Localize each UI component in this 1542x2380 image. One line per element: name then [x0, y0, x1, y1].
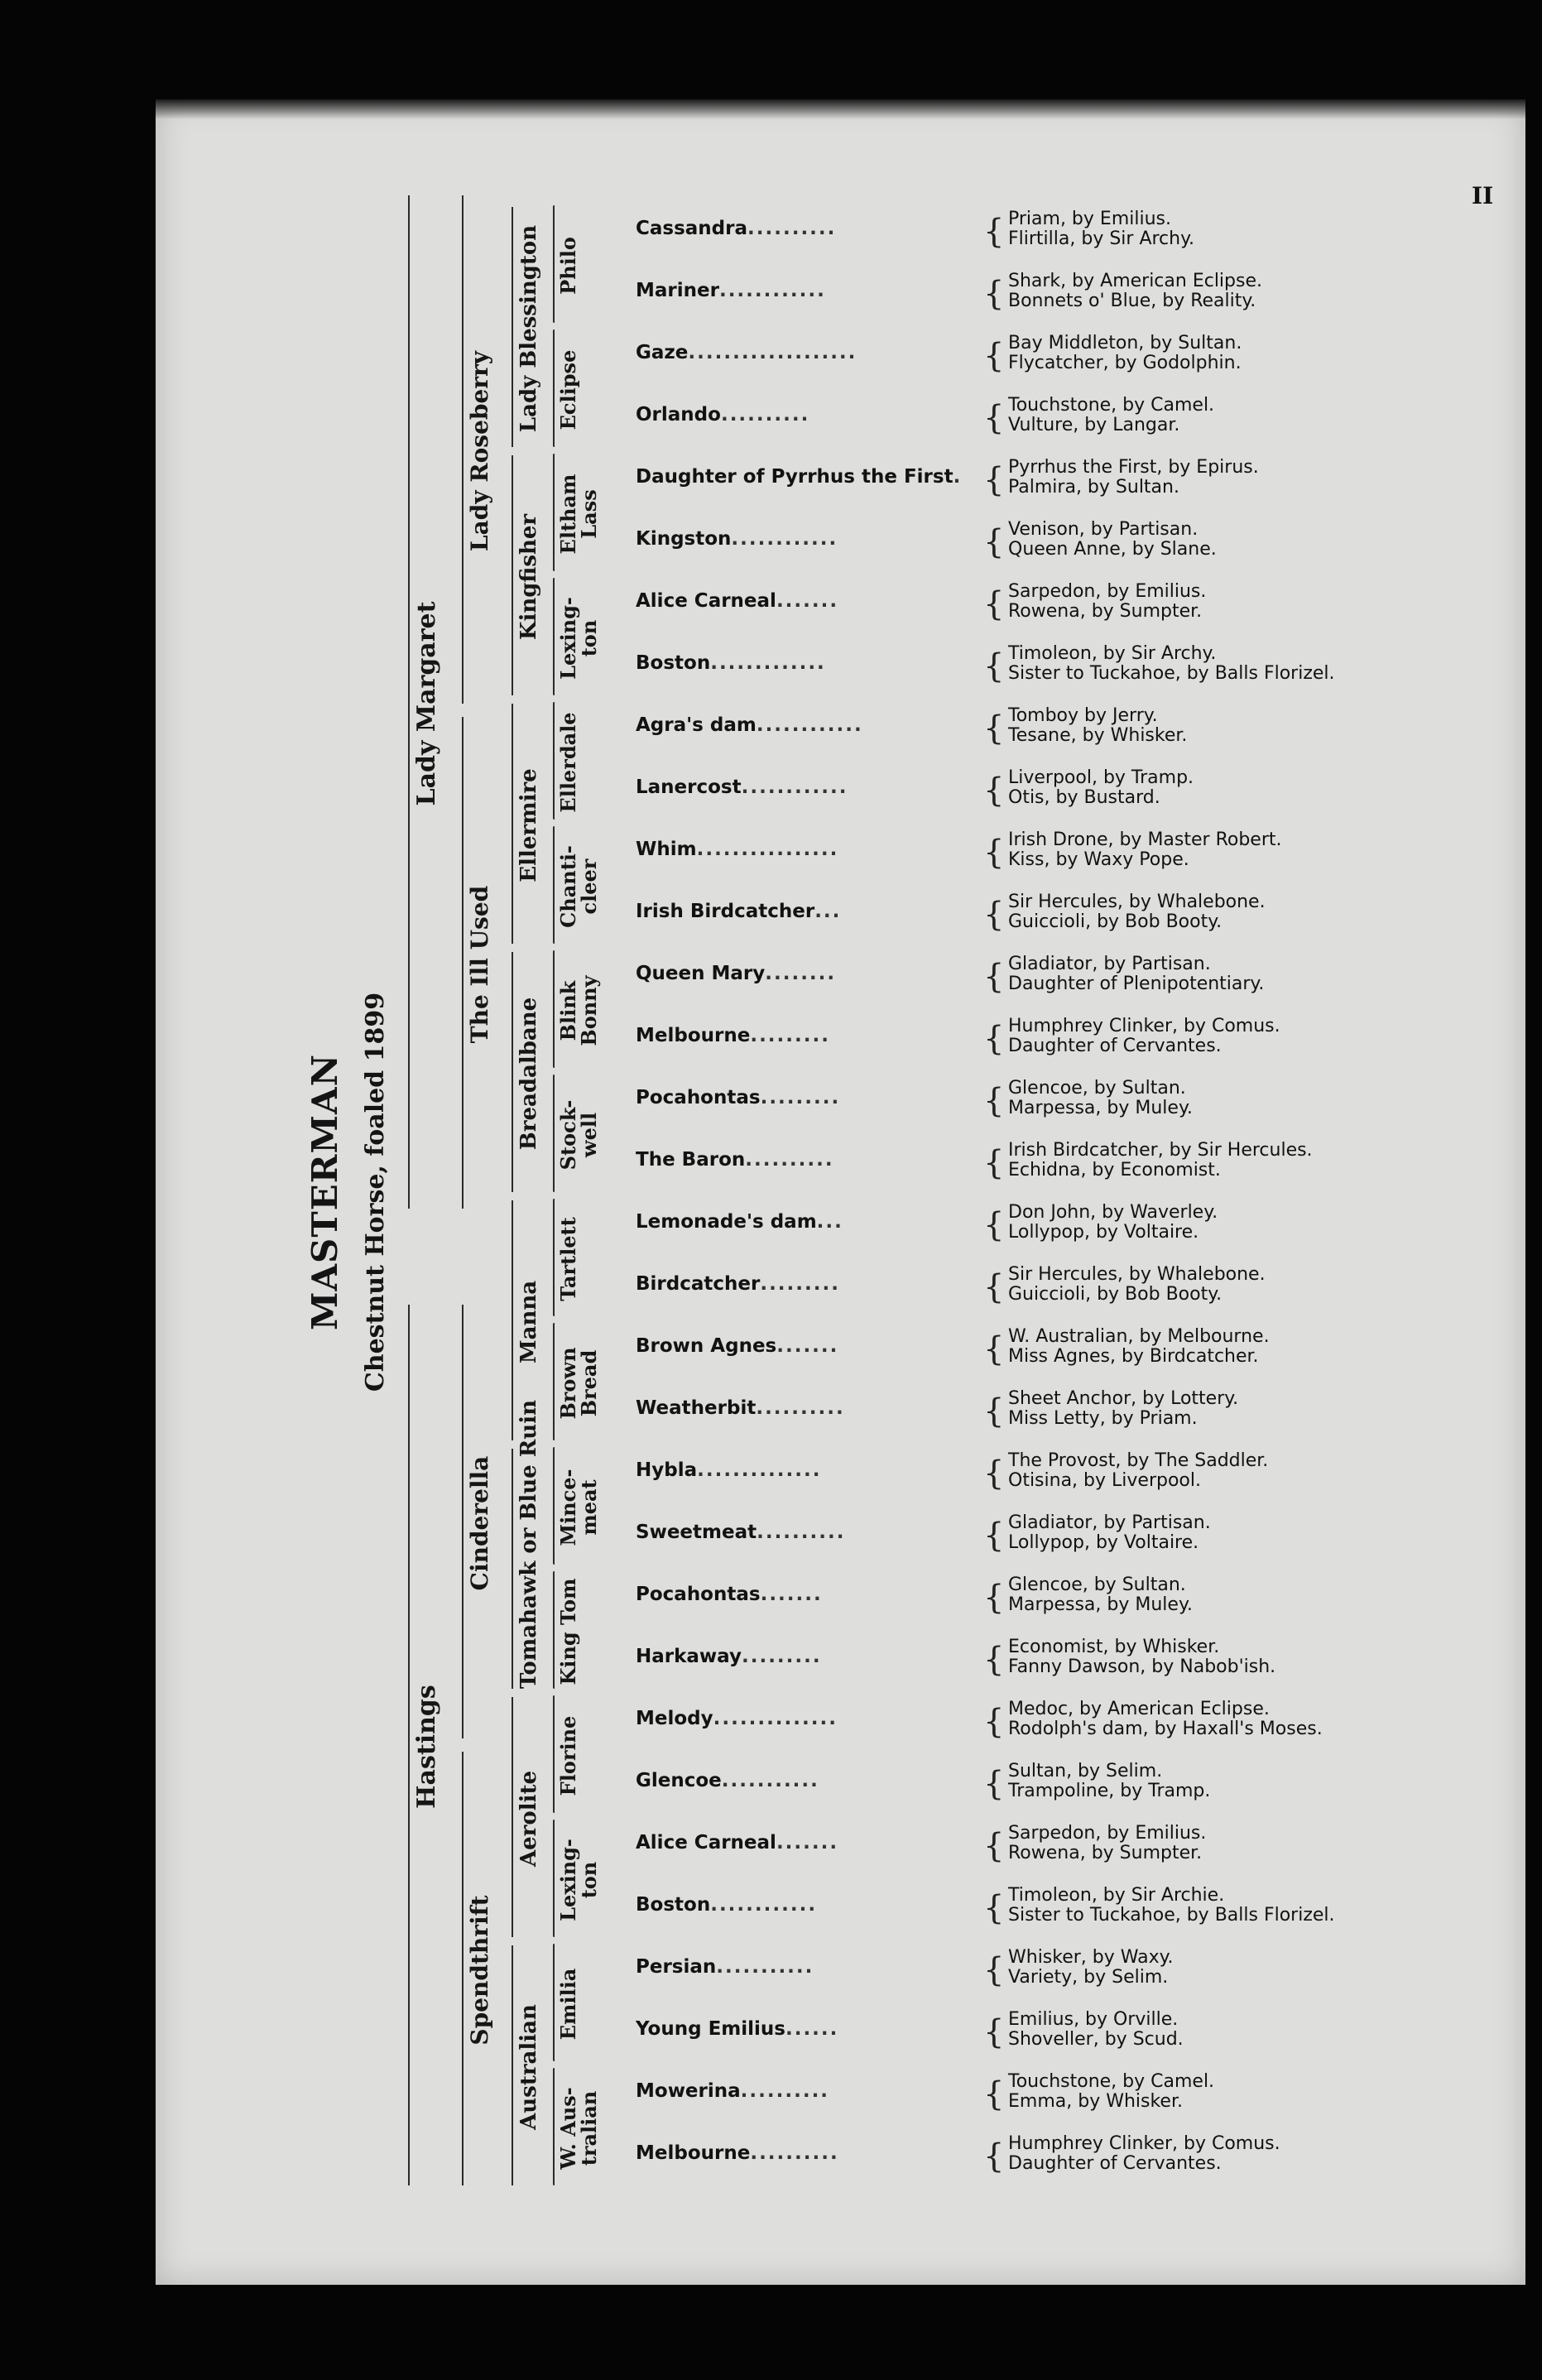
gen4-label: Mince-meat	[556, 1469, 601, 1546]
gen5-horse-name: Brown Agnes	[636, 1335, 777, 1358]
leader-dots: ................	[696, 839, 839, 861]
gen6-sire: Sarpedon, by Emilius.	[1008, 581, 1207, 603]
gen6-parents	[1008, 334, 1242, 374]
gen4-label: Eltham Lass	[556, 474, 601, 555]
gen6-parents	[1008, 645, 1335, 685]
leader-dots: .........	[750, 1025, 830, 1047]
gen6-parents	[1008, 272, 1262, 312]
gen5-row	[636, 964, 836, 985]
brace-glyph: {	[983, 1765, 1005, 1804]
gen5-horse-name: Glencoe	[636, 1770, 722, 1792]
gen5-row	[636, 839, 838, 861]
leader-dots: ............	[710, 1894, 818, 1916]
gen3-label: Ellermire	[516, 768, 541, 882]
gen4-label: Lexing-ton	[556, 597, 601, 680]
gen6-sire: Bay Middleton, by Sultan.	[1008, 333, 1242, 354]
brace-glyph: {	[983, 1454, 1005, 1493]
leader-dots: ............	[718, 280, 826, 302]
pedigree-chart	[156, 99, 1525, 2285]
bracket-sire-side	[408, 1305, 410, 2185]
gen6-parents	[1008, 1328, 1270, 1368]
gen6-sire: Humphrey Clinker, by Comus.	[1008, 2133, 1280, 2155]
leader-dots: ..........	[747, 218, 837, 240]
gen4-label: Chanti-cleer	[556, 845, 601, 928]
gen6-dam: Miss Letty, by Priam.	[1008, 1408, 1198, 1430]
gen6-sire: Venison, by Partisan.	[1008, 519, 1199, 541]
gen6-sire: Sir Hercules, by Whalebone.	[1008, 1264, 1266, 1286]
leader-dots: ..........	[740, 2080, 830, 2103]
leader-dots: .	[953, 466, 963, 488]
gen3-label: Lady Blessington	[516, 224, 541, 433]
gen5-row	[636, 1709, 838, 1730]
gen6-sire: Priam, by Emilius.	[1008, 209, 1171, 230]
gen5-horse-name: Persian	[636, 1956, 717, 1979]
gen5-row	[636, 219, 836, 240]
gen6-parents	[1008, 583, 1206, 623]
gen6-dam: Tesane, by Whisker.	[1008, 725, 1188, 747]
gen6-dam: Guiccioli, by Bob Booty.	[1008, 1284, 1223, 1305]
gen6-sire: Glencoe, by Sultan.	[1008, 1078, 1186, 1099]
brace-glyph: {	[983, 213, 1005, 252]
gen6-sire: Medoc, by American Eclipse.	[1008, 1699, 1270, 1720]
gen5-row	[636, 777, 848, 799]
leader-dots: .......	[776, 1335, 839, 1358]
bracket-gen4-12	[553, 578, 555, 695]
gen5-row	[636, 1895, 817, 1916]
brace-glyph: {	[983, 647, 1005, 686]
bracket-gen4-13	[553, 454, 555, 571]
gen4-label: Stock-well	[556, 1099, 601, 1171]
brace-glyph: {	[983, 275, 1005, 314]
brace-glyph: {	[983, 337, 1005, 376]
brace-glyph: {	[983, 1827, 1005, 1866]
bracket-gen4-1	[553, 1944, 555, 2061]
gen6-parents	[1008, 1079, 1193, 1119]
brace-glyph: {	[983, 1082, 1005, 1121]
gen6-dam: Flycatcher, by Godolphin.	[1008, 353, 1242, 374]
gen6-parents	[1008, 1204, 1218, 1243]
gen4-label: Tartlett	[556, 1217, 580, 1301]
brace-glyph: {	[983, 523, 1005, 562]
gen6-parents	[1008, 1576, 1193, 1616]
gen4-label: Emilia	[556, 1968, 580, 2041]
leader-dots: .........	[741, 1646, 822, 1668]
leader-dots: ...	[816, 1211, 843, 1233]
bracket-gen4-7	[553, 1199, 555, 1316]
gen5-row	[636, 529, 838, 551]
gen6-dam: Sister to Tuckahoe, by Balls Florizel.	[1008, 663, 1335, 685]
gen6-sire: Gladiator, by Partisan.	[1008, 954, 1211, 975]
gen6-parents	[1008, 2073, 1214, 2113]
gen5-horse-name: Orlando	[636, 404, 721, 426]
gen6-parents	[1008, 831, 1282, 871]
gen4-label: W. Aus-tralian	[556, 2087, 601, 2170]
brace-glyph: {	[983, 958, 1005, 997]
gen6-parents	[1008, 1887, 1335, 1926]
gen6-dam: Vulture, by Langar.	[1008, 415, 1180, 436]
gen6-dam: Rowena, by Sumpter.	[1008, 1843, 1203, 1864]
bracket-gen4-3	[553, 1695, 555, 1813]
gen6-dam: Trampoline, by Tramp.	[1008, 1781, 1211, 1802]
gen5-row	[636, 1026, 830, 1047]
brace-glyph: {	[983, 1268, 1005, 1307]
leader-dots: ..........	[720, 404, 810, 426]
gen6-parents	[1008, 769, 1194, 809]
gen2-the-ill-used: The Ill Used	[466, 885, 493, 1044]
bracket-gen4-15	[553, 205, 555, 323]
sire-side-name: Hastings	[412, 1685, 441, 1809]
leader-dots: .......	[776, 590, 839, 613]
brace-glyph: {	[983, 2137, 1005, 2176]
gen4-label: Eclipse	[556, 349, 580, 430]
gen5-horse-name: Melbourne	[636, 2142, 751, 2165]
brace-glyph: {	[983, 1144, 1005, 1183]
bracket-gen3-7	[512, 207, 513, 447]
leader-dots: ...........	[716, 1956, 814, 1979]
dam-side-name: Lady Margaret	[412, 601, 441, 806]
brace-glyph: {	[983, 772, 1005, 810]
bracket-gen3-0	[512, 1945, 513, 2185]
bracket-gen4-9	[553, 950, 555, 1068]
bracket-gen3-5	[512, 704, 513, 944]
gen6-sire: Emilius, by Orville.	[1008, 2009, 1179, 2031]
gen6-sire: Timoleon, by Sir Archy.	[1008, 643, 1217, 665]
gen5-horse-name: Young Emilius	[636, 2018, 785, 2041]
gen6-sire: The Provost, by The Saddler.	[1008, 1450, 1269, 1472]
gen5-row	[636, 715, 863, 737]
gen5-horse-name: Pocahontas	[636, 1087, 761, 1109]
gen6-dam: Daughter of Cervantes.	[1008, 2153, 1222, 2175]
gen6-dam: Daughter of Plenipotentiary.	[1008, 974, 1265, 995]
gen6-parents	[1008, 707, 1187, 747]
gen6-dam: Marpessa, by Muley.	[1008, 1594, 1193, 1616]
gen5-horse-name: Kingston	[636, 528, 732, 551]
bracket-gen4-5	[553, 1447, 555, 1565]
leader-dots: .........	[760, 1273, 840, 1296]
brace-glyph: {	[983, 709, 1005, 748]
gen5-horse-name: Lanercost	[636, 777, 742, 799]
brace-glyph: {	[983, 896, 1005, 935]
gen5-row	[636, 1522, 845, 1544]
leader-dots: ...................	[688, 342, 857, 364]
gen6-parents	[1008, 1825, 1206, 1864]
bracket-dam-side	[408, 195, 410, 1209]
gen5-row	[636, 1088, 840, 1109]
gen5-horse-name: Cassandra	[636, 218, 748, 240]
gen6-dam: Palmira, by Sultan.	[1008, 477, 1179, 498]
bracket-gen4-11	[553, 702, 555, 820]
gen3-label: Aerolite	[516, 1770, 541, 1868]
gen5-row	[636, 1336, 838, 1358]
gen6-parents	[1008, 459, 1259, 498]
gen6-sire: Touchstone, by Camel.	[1008, 2071, 1215, 2093]
gen6-sire: Sarpedon, by Emilius.	[1008, 1823, 1207, 1844]
document-scan	[156, 99, 1525, 2285]
gen5-row	[636, 1150, 834, 1171]
bracket-gen4-14	[553, 329, 555, 447]
bracket-gen2-0	[462, 1752, 464, 2185]
brace-glyph: {	[983, 1517, 1005, 1555]
gen6-parents	[1008, 1700, 1323, 1740]
gen6-parents	[1008, 521, 1217, 560]
brace-glyph: {	[983, 1206, 1005, 1245]
leader-dots: ..............	[713, 1708, 838, 1730]
gen6-sire: Liverpool, by Tramp.	[1008, 767, 1194, 789]
leader-dots: ..........	[757, 1522, 846, 1544]
gen5-row	[636, 1771, 819, 1792]
gen6-sire: Shark, by American Eclipse.	[1008, 271, 1263, 292]
gen6-dam: Shoveller, by Scud.	[1008, 2029, 1184, 2051]
gen6-dam: Rodolph's dam, by Haxall's Moses.	[1008, 1719, 1323, 1740]
gen4-label: Ellerdale	[556, 712, 580, 813]
page-number: II	[1472, 182, 1494, 209]
gen2-lady-roseberry: Lady Roseberry	[466, 350, 493, 552]
gen5-horse-name: Mowerina	[636, 2080, 741, 2103]
gen5-row	[636, 1957, 814, 1979]
gen6-parents	[1008, 955, 1264, 995]
gen5-horse-name: Melody	[636, 1708, 713, 1730]
bracket-gen2-2	[462, 717, 464, 1209]
gen3-label: Kingfisher	[516, 513, 541, 641]
gen6-dam: Fanny Dawson, by Nabob'ish.	[1008, 1656, 1276, 1678]
gen5-row	[636, 2081, 829, 2103]
gen6-dam: Guiccioli, by Bob Booty.	[1008, 911, 1223, 933]
gen6-parents	[1008, 2011, 1184, 2051]
gen6-sire: Whisker, by Waxy.	[1008, 1947, 1174, 1969]
gen5-horse-name: Alice Carneal	[636, 1832, 776, 1854]
gen6-dam: Rowena, by Sumpter.	[1008, 601, 1203, 623]
brace-glyph: {	[983, 2075, 1005, 2114]
gen3-label: Tomahawk or Blue Ruin	[516, 1400, 541, 1689]
gen5-horse-name: Birdcatcher	[636, 1273, 761, 1296]
gen5-horse-name: Mariner	[636, 280, 719, 302]
bracket-gen3-3	[512, 1200, 513, 1440]
bracket-gen3-4	[512, 952, 513, 1192]
gen5-horse-name: Sweetmeat	[636, 1522, 757, 1544]
bracket-gen4-0	[553, 2068, 555, 2185]
gen6-parents	[1008, 210, 1194, 250]
brace-glyph: {	[983, 585, 1005, 624]
gen5-row	[636, 2019, 838, 2041]
gen5-horse-name: Pocahontas	[636, 1584, 761, 1606]
gen5-horse-name: Boston	[636, 652, 711, 675]
gen6-sire: Sheet Anchor, by Lottery.	[1008, 1388, 1239, 1410]
leader-dots: .......	[776, 1832, 839, 1854]
gen6-parents	[1008, 1762, 1210, 1802]
gen5-horse-name: Melbourne	[636, 1025, 751, 1047]
gen6-parents	[1008, 2135, 1280, 2175]
gen3-label: Australian	[516, 2004, 541, 2130]
gen6-dam: Variety, by Selim.	[1008, 1967, 1169, 1988]
leader-dots: .............	[710, 652, 826, 675]
gen6-sire: Gladiator, by Partisan.	[1008, 1512, 1211, 1534]
leader-dots: ............	[741, 777, 848, 799]
gen5-row	[636, 1584, 823, 1606]
gen5-row	[636, 591, 838, 613]
gen5-row	[636, 1398, 845, 1420]
bracket-gen4-8	[553, 1075, 555, 1192]
bracket-gen3-1	[512, 1697, 513, 1937]
gen6-dam: Otis, by Bustard.	[1008, 787, 1160, 809]
gen6-dam: Flirtilla, by Sir Archy.	[1008, 228, 1194, 250]
gen3-label: Breadalbane	[516, 997, 541, 1151]
gen4-label: Brown Bread	[556, 1347, 601, 1420]
gen3-label: Manna	[516, 1280, 541, 1364]
bracket-gen4-2	[553, 1820, 555, 1937]
gen5-row	[636, 281, 826, 302]
gen5-horse-name: Boston	[636, 1894, 711, 1916]
gen5-row	[636, 1460, 821, 1482]
leader-dots: ............	[756, 714, 863, 737]
gen5-row	[636, 653, 826, 675]
leader-dots: ..........	[745, 1149, 834, 1171]
gen6-sire: Pyrrhus the First, by Epirus.	[1008, 457, 1259, 478]
gen6-dam: Bonnets o' Blue, by Reality.	[1008, 291, 1256, 312]
gen6-parents	[1008, 893, 1266, 933]
brace-glyph: {	[983, 2013, 1005, 2052]
gen6-dam: Lollypop, by Voltaire.	[1008, 1222, 1199, 1243]
gen6-parents	[1008, 1514, 1211, 1554]
brace-glyph: {	[983, 1951, 1005, 1990]
bracket-gen2-3	[462, 195, 464, 704]
gen6-parents	[1008, 1390, 1238, 1430]
gen5-row	[636, 2143, 839, 2165]
leader-dots: ..............	[697, 1459, 822, 1482]
gen2-spendthrift: Spendthrift	[466, 1895, 493, 2046]
brace-glyph: {	[983, 1330, 1005, 1369]
gen6-dam: Marpessa, by Muley.	[1008, 1098, 1193, 1119]
gen6-parents	[1008, 1452, 1268, 1492]
gen5-horse-name: Whim	[636, 839, 697, 861]
gen5-horse-name: Daughter of Pyrrhus the First	[636, 466, 954, 488]
gen6-parents	[1008, 1949, 1174, 1988]
page-title: MASTERMAN	[305, 1053, 345, 1331]
gen6-sire: Touchstone, by Camel.	[1008, 395, 1215, 416]
bracket-gen3-2	[512, 1449, 513, 1689]
gen6-parents	[1008, 397, 1214, 436]
leader-dots: ............	[731, 528, 838, 551]
brace-glyph: {	[983, 1579, 1005, 1618]
gen5-horse-name: Lemonade's dam	[636, 1211, 817, 1233]
gen5-horse-name: Irish Birdcatcher	[636, 901, 815, 923]
gen6-sire: Economist, by Whisker.	[1008, 1637, 1220, 1658]
gen6-dam: Miss Agnes, by Birdcatcher.	[1008, 1346, 1259, 1368]
brace-glyph: {	[983, 461, 1005, 500]
gen6-dam: Otisina, by Liverpool.	[1008, 1470, 1201, 1492]
gen6-dam: Emma, by Whisker.	[1008, 2091, 1183, 2113]
gen5-row	[636, 405, 809, 426]
gen6-sire: W. Australian, by Melbourne.	[1008, 1326, 1270, 1348]
gen6-sire: Don John, by Waverley.	[1008, 1202, 1218, 1224]
brace-glyph: {	[983, 834, 1005, 873]
gen4-label: Lexing-ton	[556, 1839, 601, 1921]
gen5-row	[636, 343, 857, 364]
gen5-row	[636, 1647, 822, 1668]
gen5-row	[636, 1833, 838, 1854]
leader-dots: ..........	[750, 2142, 839, 2165]
gen6-sire: Tomboy by Jerry.	[1008, 705, 1158, 727]
gen4-label: Florine	[556, 1715, 580, 1796]
bracket-gen4-4	[553, 1571, 555, 1689]
leader-dots: .........	[760, 1087, 841, 1109]
gen2-cinderella: Cinderella	[466, 1455, 493, 1591]
gen5-horse-name: Harkaway	[636, 1646, 742, 1668]
gen6-sire: Humphrey Clinker, by Comus.	[1008, 1016, 1280, 1037]
bracket-gen3-6	[512, 455, 513, 695]
gen5-row	[636, 467, 962, 488]
brace-glyph: {	[983, 1392, 1005, 1431]
leader-dots: ...	[814, 901, 842, 923]
brace-glyph: {	[983, 1703, 1005, 1742]
gen5-horse-name: Alice Carneal	[636, 590, 776, 613]
gen6-parents	[1008, 1017, 1280, 1057]
gen6-dam: Queen Anne, by Slane.	[1008, 539, 1217, 560]
bracket-gen2-1	[462, 1305, 464, 1738]
gen6-sire: Timoleon, by Sir Archie.	[1008, 1885, 1225, 1906]
gen6-parents	[1008, 1638, 1275, 1678]
brace-glyph: {	[983, 1020, 1005, 1059]
gen6-dam: Daughter of Cervantes.	[1008, 1036, 1222, 1057]
gen6-dam: Sister to Tuckahoe, by Balls Florizel.	[1008, 1905, 1335, 1926]
gen5-horse-name: Agra's dam	[636, 714, 757, 737]
gen4-label: Philo	[556, 237, 580, 295]
gen6-sire: Sultan, by Selim.	[1008, 1761, 1163, 1782]
leader-dots: ........	[765, 963, 837, 985]
leader-dots: .......	[760, 1584, 823, 1606]
gen5-horse-name: Weatherbit	[636, 1397, 757, 1420]
gen5-row	[636, 902, 841, 923]
gen5-horse-name: Hybla	[636, 1459, 698, 1482]
gen5-horse-name: Queen Mary	[636, 963, 766, 985]
gen6-dam: Echidna, by Economist.	[1008, 1160, 1221, 1181]
brace-glyph: {	[983, 1889, 1005, 1928]
bracket-gen4-6	[553, 1323, 555, 1440]
leader-dots: ...........	[721, 1770, 819, 1792]
gen5-row	[636, 1274, 840, 1296]
brace-glyph: {	[983, 399, 1005, 438]
bracket-gen4-10	[553, 826, 555, 944]
gen6-dam: Lollypop, by Voltaire.	[1008, 1532, 1199, 1554]
leader-dots: ..........	[756, 1397, 845, 1420]
gen6-sire: Irish Birdcatcher, by Sir Hercules.	[1008, 1140, 1313, 1161]
gen6-sire: Glencoe, by Sultan.	[1008, 1575, 1186, 1596]
gen6-parents	[1008, 1266, 1266, 1305]
gen6-sire: Irish Drone, by Master Robert.	[1008, 829, 1282, 851]
brace-glyph: {	[983, 1641, 1005, 1680]
gen4-label: King Tom	[556, 1578, 580, 1685]
gen6-dam: Kiss, by Waxy Pope.	[1008, 849, 1189, 871]
gen4-label: Blink Bonny	[556, 975, 601, 1046]
page-subtitle: Chestnut Horse, foaled 1899	[361, 992, 390, 1392]
gen5-horse-name: Gaze	[636, 342, 689, 364]
leader-dots: ......	[785, 2018, 839, 2041]
gen6-parents	[1008, 1142, 1313, 1181]
gen6-sire: Sir Hercules, by Whalebone.	[1008, 892, 1266, 913]
gen5-row	[636, 1212, 843, 1233]
gen5-horse-name: The Baron	[636, 1149, 746, 1171]
